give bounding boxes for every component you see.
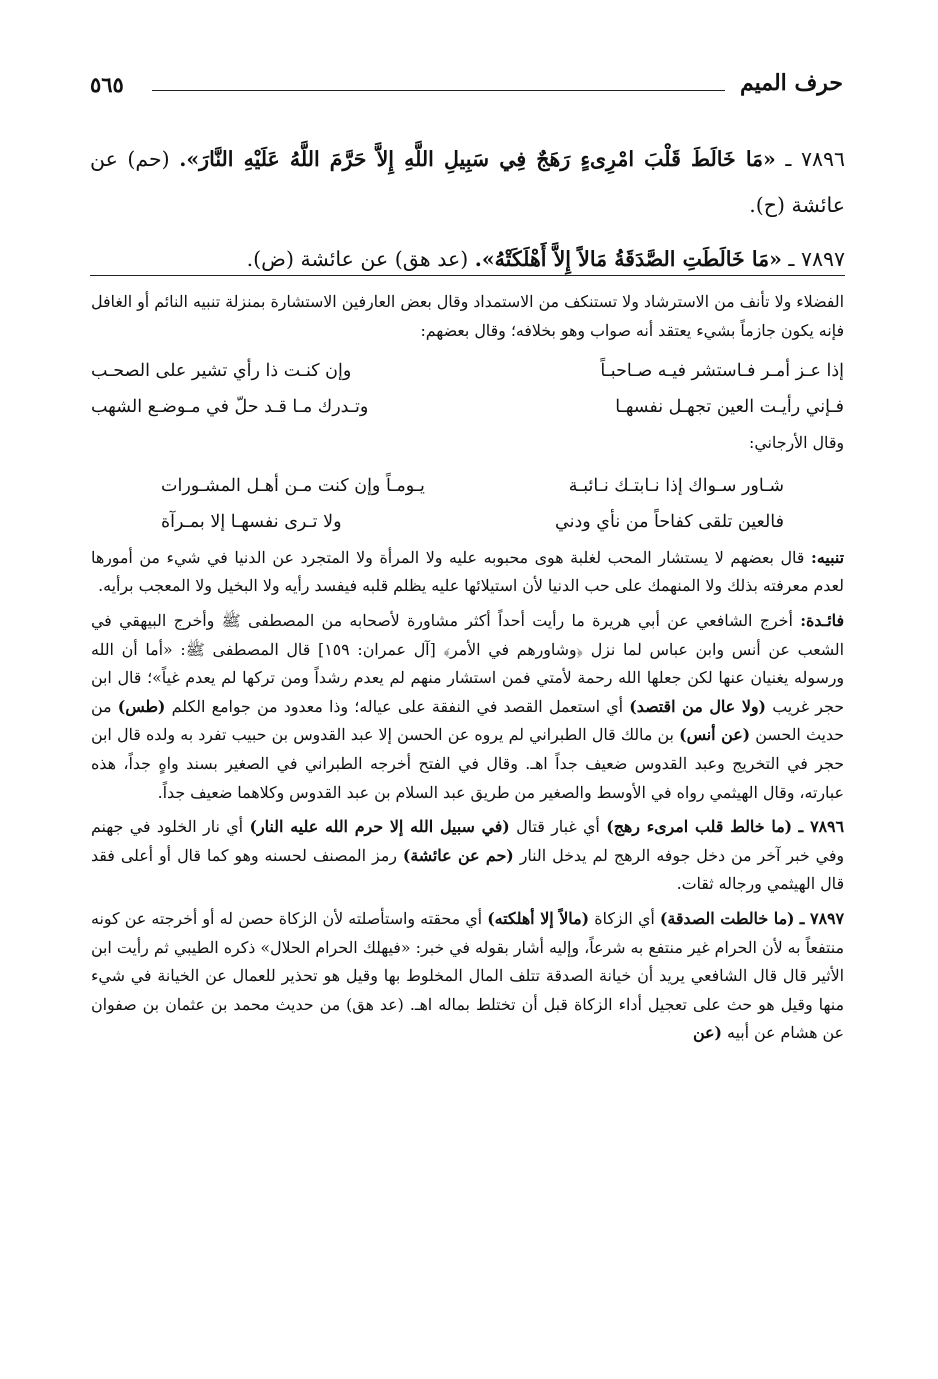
verse-first-half: إذا عـز أمـر فـاستشر فيـه صـاحبـاً <box>600 361 844 382</box>
benefit-paragraph <box>91 607 844 807</box>
hadith-number: ٧٨٩٧ ـ <box>788 247 845 271</box>
hadith-source: (حم) عن عائشة (ح). <box>90 147 845 217</box>
bold-quote: (ما خالط قلب امرىء رهج) <box>606 817 793 837</box>
verse-first-half: فـإني رأيـت العين تجهـل نفسهـا <box>615 397 844 418</box>
commentary-paragraph: الفضلاء ولا تأنف من الاسترشاد ولا تستنكف من الاستمداد وقال بعض العارفين الاستشارة بمنزلة تنبيه النائم أو الغافل فإنه يكون جازماً بشيء يعتقد أنه صواب وهو بخلافه؛ وقال بعضهم: <box>91 292 844 340</box>
note-paragraph <box>91 544 844 601</box>
verse-second-half: وتـدرك مـا قـد حلّ في مـوضـع الشهب <box>91 397 369 418</box>
bold-code: (طس) <box>117 696 166 716</box>
benefit-text: أخرج الشافعي عن أبي هريرة ما رأيت أحداً أكثر مشاورة لأصحابه من المصطفى ﷺ وأخرج البيهقي في الشعب عن أنس وابن عباس لما نزل ﴿وشاورهم في الأمر﴾ [آل عمران: ١٥٩] قال المصطفى ﷺ: «أما أن الله ورسوله يغنيان عنها لكن جعلها الله رحمة لأمتي فمن استشار منهم لم يعدم رشداً ومن تركها لم يعدم غياً»؛ قال ابن حجر غريب <box>91 610 844 716</box>
benefit-label: فائـدة: <box>800 610 844 630</box>
bold-quote: (ولا عال من اقتصد) <box>629 696 766 716</box>
benefit-text: من حديث الحسن <box>91 696 844 745</box>
note-text: قال بعضهم لا يستشار المحب لغلبة هوى محبوبه عليه ولا المرأة ولا المتجرد عن الدنيا في شيء من أمورها لعدم معرفته بذلك ولا المنهمك على حب الدنيا لأن استيلائها عليه يظلم قلبه فيفسد رأيه ولا البخيل ولا المعجب برأيه. <box>91 547 844 596</box>
verse-first-half: شـاور سـواك إذا نـابتـك نـائبـة <box>568 475 784 496</box>
header-rule <box>152 90 725 91</box>
bold-code: (عن أنس) <box>679 725 751 745</box>
benefit-text: بن مالك قال الطبراني لم يروه عن الحسن إلا عبد القدوس بن حبيب تفرد به ولده قال ابن حجر في التخريج وعبد القدوس ضعيف جداً اهـ. وقال في الفتح أخرجه الطبراني في الصغير بسند واهٍ جداً، هذه عبارته، وقال الهيثمي رواه في الأوسط والصغير من طريق عبد السلام بن عبد القدوس وكلاهما ضعيف جداً. <box>91 725 844 802</box>
commentary-text: أي الزكاة <box>594 908 655 928</box>
bold-quote: (مالاً إلا أهلكته) <box>487 908 590 928</box>
running-header <box>90 70 843 104</box>
bold-code: (حم عن عائشة) <box>402 845 514 865</box>
hadith-text-section <box>90 136 845 290</box>
commentary-section <box>91 288 844 1048</box>
entry-number: ٧٨٩٧ ـ <box>799 908 844 928</box>
bold-code: (عن <box>693 1023 722 1043</box>
bold-quote: (في سبيل الله إلا حرم الله عليه النار) <box>249 817 510 837</box>
section-divider <box>90 275 845 276</box>
hadith-quote: «مَا خَالَطَ قَلْبَ امْرِىءٍ رَهَجٌ فِي سَبِيلِ اللَّهِ إِلاَّ حَرَّمَ اللَّهُ عَلَيْهِ النَّارَ». <box>179 147 776 171</box>
commentary-paragraph: وقال الأرجاني: <box>749 433 844 453</box>
hadith-source: (عد هق) عن عائشة (ض). <box>246 247 469 271</box>
entry-number: ٧٨٩٦ ـ <box>798 817 845 837</box>
verse-line <box>91 389 844 425</box>
verse-second-half: وإن كنـت ذا رأي تشير على الصحـب <box>91 361 352 382</box>
verse-first-half: فالعين تلقى كفاحاً من نأي ودني <box>555 511 784 532</box>
page-number: ٥٦٥ <box>90 72 124 97</box>
hadith-number: ٧٨٩٦ ـ <box>785 147 845 171</box>
verse-line <box>161 504 784 540</box>
commentary-text: رمز المصنف لحسنه وهو كما قال أو أعلى فقد قال الهيثمي ورجاله ثقات. <box>91 845 844 894</box>
verse-second-half: يـومـاً وإن كنت مـن أهـل المشـورات <box>161 475 425 496</box>
poem-verses <box>91 468 844 540</box>
poem-verses <box>91 353 844 425</box>
commentary-text: أي غبار قتال <box>516 817 600 837</box>
bold-quote: (ما خالطت الصدقة) <box>659 908 795 928</box>
note-label: تنبيه: <box>811 547 844 567</box>
commentary-text: أي محقته واستأصلته لأن الزكاة حصن له أو أخرجته عن كونه منتفعاً به لأن الحرام غير منتفع به شرعاً، وإليه أشار بقوله في خبر: «فيهلك الحرام الحلال» ذكره الطيبي ثم رأيت ابن الأثير قال قال الشافعي يريد أن خيانة الصدقة تتلف المال المخلوط بها وقيل هو تحذير للعمال عن الخيانة في شيء منها وقيل هو حث على تعجيل أداء الزكاة قبل أن تختلط بماله اهـ. (عد هق) من حديث محمد بن عثمان بن صفوان عن هشام عن أبيه <box>91 908 844 1043</box>
verse-line <box>91 353 844 389</box>
commentary-7897 <box>91 905 844 1048</box>
chapter-title: حرف الميم <box>739 70 843 96</box>
commentary-text: أي نار الخلود في جهنم وفي خبر آخر من دخل جوفه الرهج لم يدخل النار <box>91 817 845 865</box>
hadith-quote: «مَا خَالَطَتِ الصَّدَقَةُ مَالاً إِلاَّ أَهْلَكَتْهُ». <box>474 247 782 271</box>
verse-line <box>161 468 784 504</box>
commentary-7896 <box>91 813 844 899</box>
hadith-7896 <box>90 136 845 228</box>
benefit-text: أي استعمل القصد في النفقة على عياله؛ وذا معدود من جوامع الكلم <box>171 696 624 716</box>
verse-second-half: ولا تـرى نفسهـا إلا بمـرآة <box>161 511 342 532</box>
